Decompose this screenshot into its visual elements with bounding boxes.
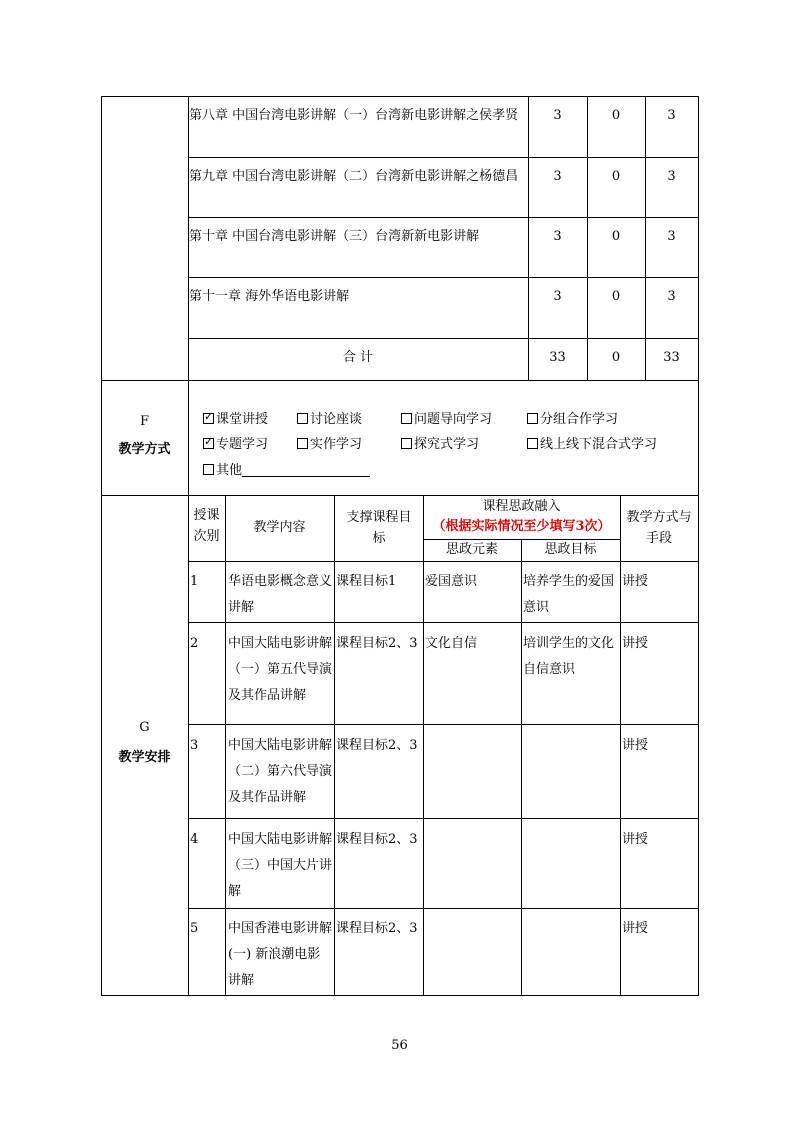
chapter-hours-b: 0 [611,289,621,304]
rule [101,96,699,97]
checkbox[interactable] [401,438,412,449]
rule [188,217,699,218]
method-option[interactable]: 讨论座谈 [297,410,362,430]
section-g-title: 教学安排 [118,750,171,765]
rule [188,495,189,995]
rule [188,380,189,495]
check-icon: ✓ [204,435,214,448]
method-option[interactable]: ✓ 课堂讲授 [204,410,269,427]
chapter-hours-b: 0 [611,229,621,244]
checkbox[interactable] [527,438,538,449]
total-hours-b: 0 [611,350,621,365]
row-goal: 课程目标1 [336,574,397,589]
chapter-hours-b: 0 [611,169,621,184]
row-element: 文化自信 [425,636,478,651]
rule [188,277,699,278]
rule [188,818,699,819]
chapter-title: 第八章 中国台湾电影讲解（一）台湾新电影讲解之侯孝贤 [189,108,519,123]
row-goal: 课程目标2、3 [336,832,418,847]
check-icon: ✓ [204,410,214,423]
session-no: 1 [190,574,199,589]
row-content: 华语电影概念意义讲解 [228,574,333,615]
checkbox[interactable] [203,464,214,475]
rule [188,561,699,562]
row-method: 讲授 [622,636,649,651]
row-content: 中国大陆电影讲解（一）第五代导演及其作品讲解 [228,636,333,703]
rule [101,96,102,996]
total-hours-a: 33 [549,350,566,365]
checkbox[interactable] [297,438,308,449]
session-no: 2 [190,636,199,651]
chapter-title: 第十章 中国台湾电影讲解（三）台湾新新电影讲解 [189,229,480,244]
row-content: 中国大陆电影讲解（二）第六代导演及其作品讲解 [228,738,333,805]
method-option[interactable]: 探究式学习 [401,435,479,455]
rule [188,724,699,725]
chapter-title: 第十一章 海外华语电影讲解 [189,289,350,304]
checkbox[interactable] [527,413,538,424]
session-no: 3 [190,738,199,753]
chapter-hours-c: 3 [667,169,676,184]
total-hours-c: 33 [663,350,680,365]
rule [620,495,621,995]
chapter-hours-c: 3 [667,229,676,244]
header-content: 教学内容 [253,520,306,535]
row-element: 爱国意识 [425,574,478,589]
row-goal: 课程目标2、3 [336,738,418,753]
header-ideology-note: （根据实际情况至少填写3次） [432,519,611,534]
header-element: 思政元素 [445,542,498,557]
session-no: 5 [190,921,199,936]
row-method: 讲授 [622,921,649,936]
row-method: 讲授 [622,738,649,753]
header-session: 授课次别 [193,508,220,544]
method-option[interactable]: 线上线下混合式学习 [527,435,657,455]
rule [101,380,699,381]
row-method: 讲授 [622,574,649,589]
method-option[interactable]: 分组合作学习 [527,410,618,430]
rule [188,157,699,158]
rule [334,495,335,995]
chapter-title: 第九章 中国台湾电影讲解（二）台湾新电影讲解之杨德昌 [189,169,519,184]
header-target: 思政目标 [544,542,597,557]
rule [101,995,699,996]
chapter-hours-c: 3 [667,108,676,123]
rule [225,495,226,995]
row-target: 培养学生的爱国意识 [523,574,615,615]
rule [698,96,699,996]
row-content: 中国大陆电影讲解（三）中国大片讲解 [228,832,333,899]
checkbox[interactable] [297,413,308,424]
row-method: 讲授 [622,832,649,847]
rule [188,622,699,623]
page-number: 56 [391,1038,408,1053]
row-target: 培训学生的文化自信意识 [523,636,615,677]
header-ideology: 课程思政融入 [482,499,561,514]
method-option[interactable]: 问题导向学习 [401,410,492,430]
row-goal: 课程目标2、3 [336,636,418,651]
chapter-hours-a: 3 [553,229,562,244]
method-option[interactable]: 其他 [203,461,370,481]
total-label: 合 计 [342,350,374,365]
rule [101,495,699,496]
chapter-hours-a: 3 [553,169,562,184]
checkbox[interactable] [401,413,412,424]
chapter-hours-c: 3 [667,289,676,304]
other-blank[interactable] [242,462,370,477]
method-option[interactable]: 实作学习 [297,435,362,455]
method-option[interactable]: ✓ 专题学习 [204,435,269,452]
row-goal: 课程目标2、3 [336,921,418,936]
rule [423,495,424,995]
header-method: 教学方式与手段 [626,510,692,546]
section-f-title: 教学方式 [118,442,171,457]
row-content: 中国香港电影讲解(一) 新浪潮电影讲解 [228,921,333,988]
section-f-letter: F [139,414,150,429]
checkbox[interactable] [203,410,214,424]
checkbox[interactable] [203,435,214,449]
chapter-hours-b: 0 [611,108,621,123]
rule [521,539,522,995]
rule [188,908,699,909]
header-goal: 支撑课程目标 [346,510,412,546]
rule [188,338,699,339]
session-no: 4 [190,832,199,847]
chapter-hours-a: 3 [553,289,562,304]
chapter-hours-a: 3 [553,108,562,123]
section-g-letter: G [139,720,150,735]
